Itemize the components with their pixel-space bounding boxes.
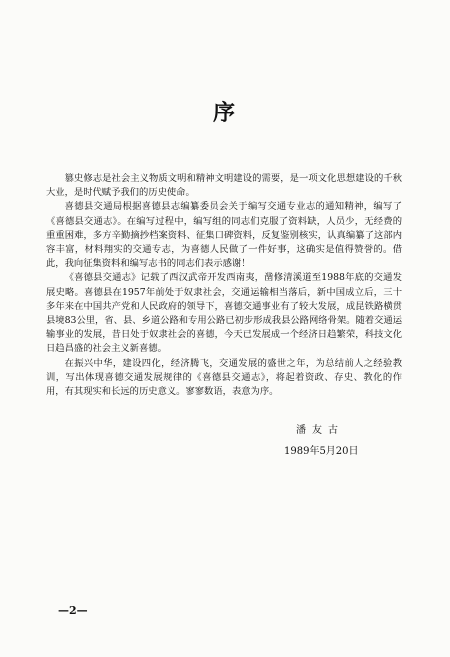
paragraph-2: 喜德县交通局根据喜德县志编纂委员会关于编写交通专业志的通知精神，编写了《喜德县交通志》。在编写过程中，编写组的同志们克服了资料缺，人员少，无经费的重重困难，多方辛勤摘抄档案资料、征集口碑资料，反复鉴别核实，认真编纂了这部内容丰富，材料翔实的交通专志，为喜德人民做了一件好事，这确实是值得赞誉的。借此，我向征集资料和编写志书的同志们表示感谢！ (46, 201, 402, 270)
page-number: —2— (58, 604, 88, 617)
page-title: 序 (212, 100, 237, 126)
paragraph-4: 在振兴中华，建设四化，经济腾飞，交通发展的盛世之年，为总结前人之经验教训，写出体现喜德交通发展规律的《喜德县交通志》，将起着资政、存史、教化的作用，有其现实和长远的历史意义。寥寥数语，表意为序。 (46, 357, 402, 398)
signature-date: 1989年5月20日 (284, 446, 359, 457)
paragraph-1: 篡史修志是社会主义物质文明和精神文明建设的需要，是一项文化思想建设的千秋大业，是时代赋予我们的历史使命。 (46, 173, 402, 199)
preface-body (46, 172, 402, 399)
author-signature: 潘友古 (296, 425, 344, 436)
paragraph-3: 《喜德县交通志》记载了西汉武帝开发西南夷，凿修清溪道至1988年底的交通发展史略。喜德县在1957年前处于奴隶社会，交通运输相当落后，新中国成立后，三十多年来在中国共产党和人民政府的领导下，喜德交通事业有了较大发展，成昆铁路横贯县境83公里，省、县、乡道公路和专用公路已初步形成我县公路网络骨架。随着交通运输事业的发展，昔日处于奴隶社会的喜德，今天已发展成一个经济日趋繁荣，科技文化日趋昌盛的社会主义新喜德。 (46, 272, 402, 355)
